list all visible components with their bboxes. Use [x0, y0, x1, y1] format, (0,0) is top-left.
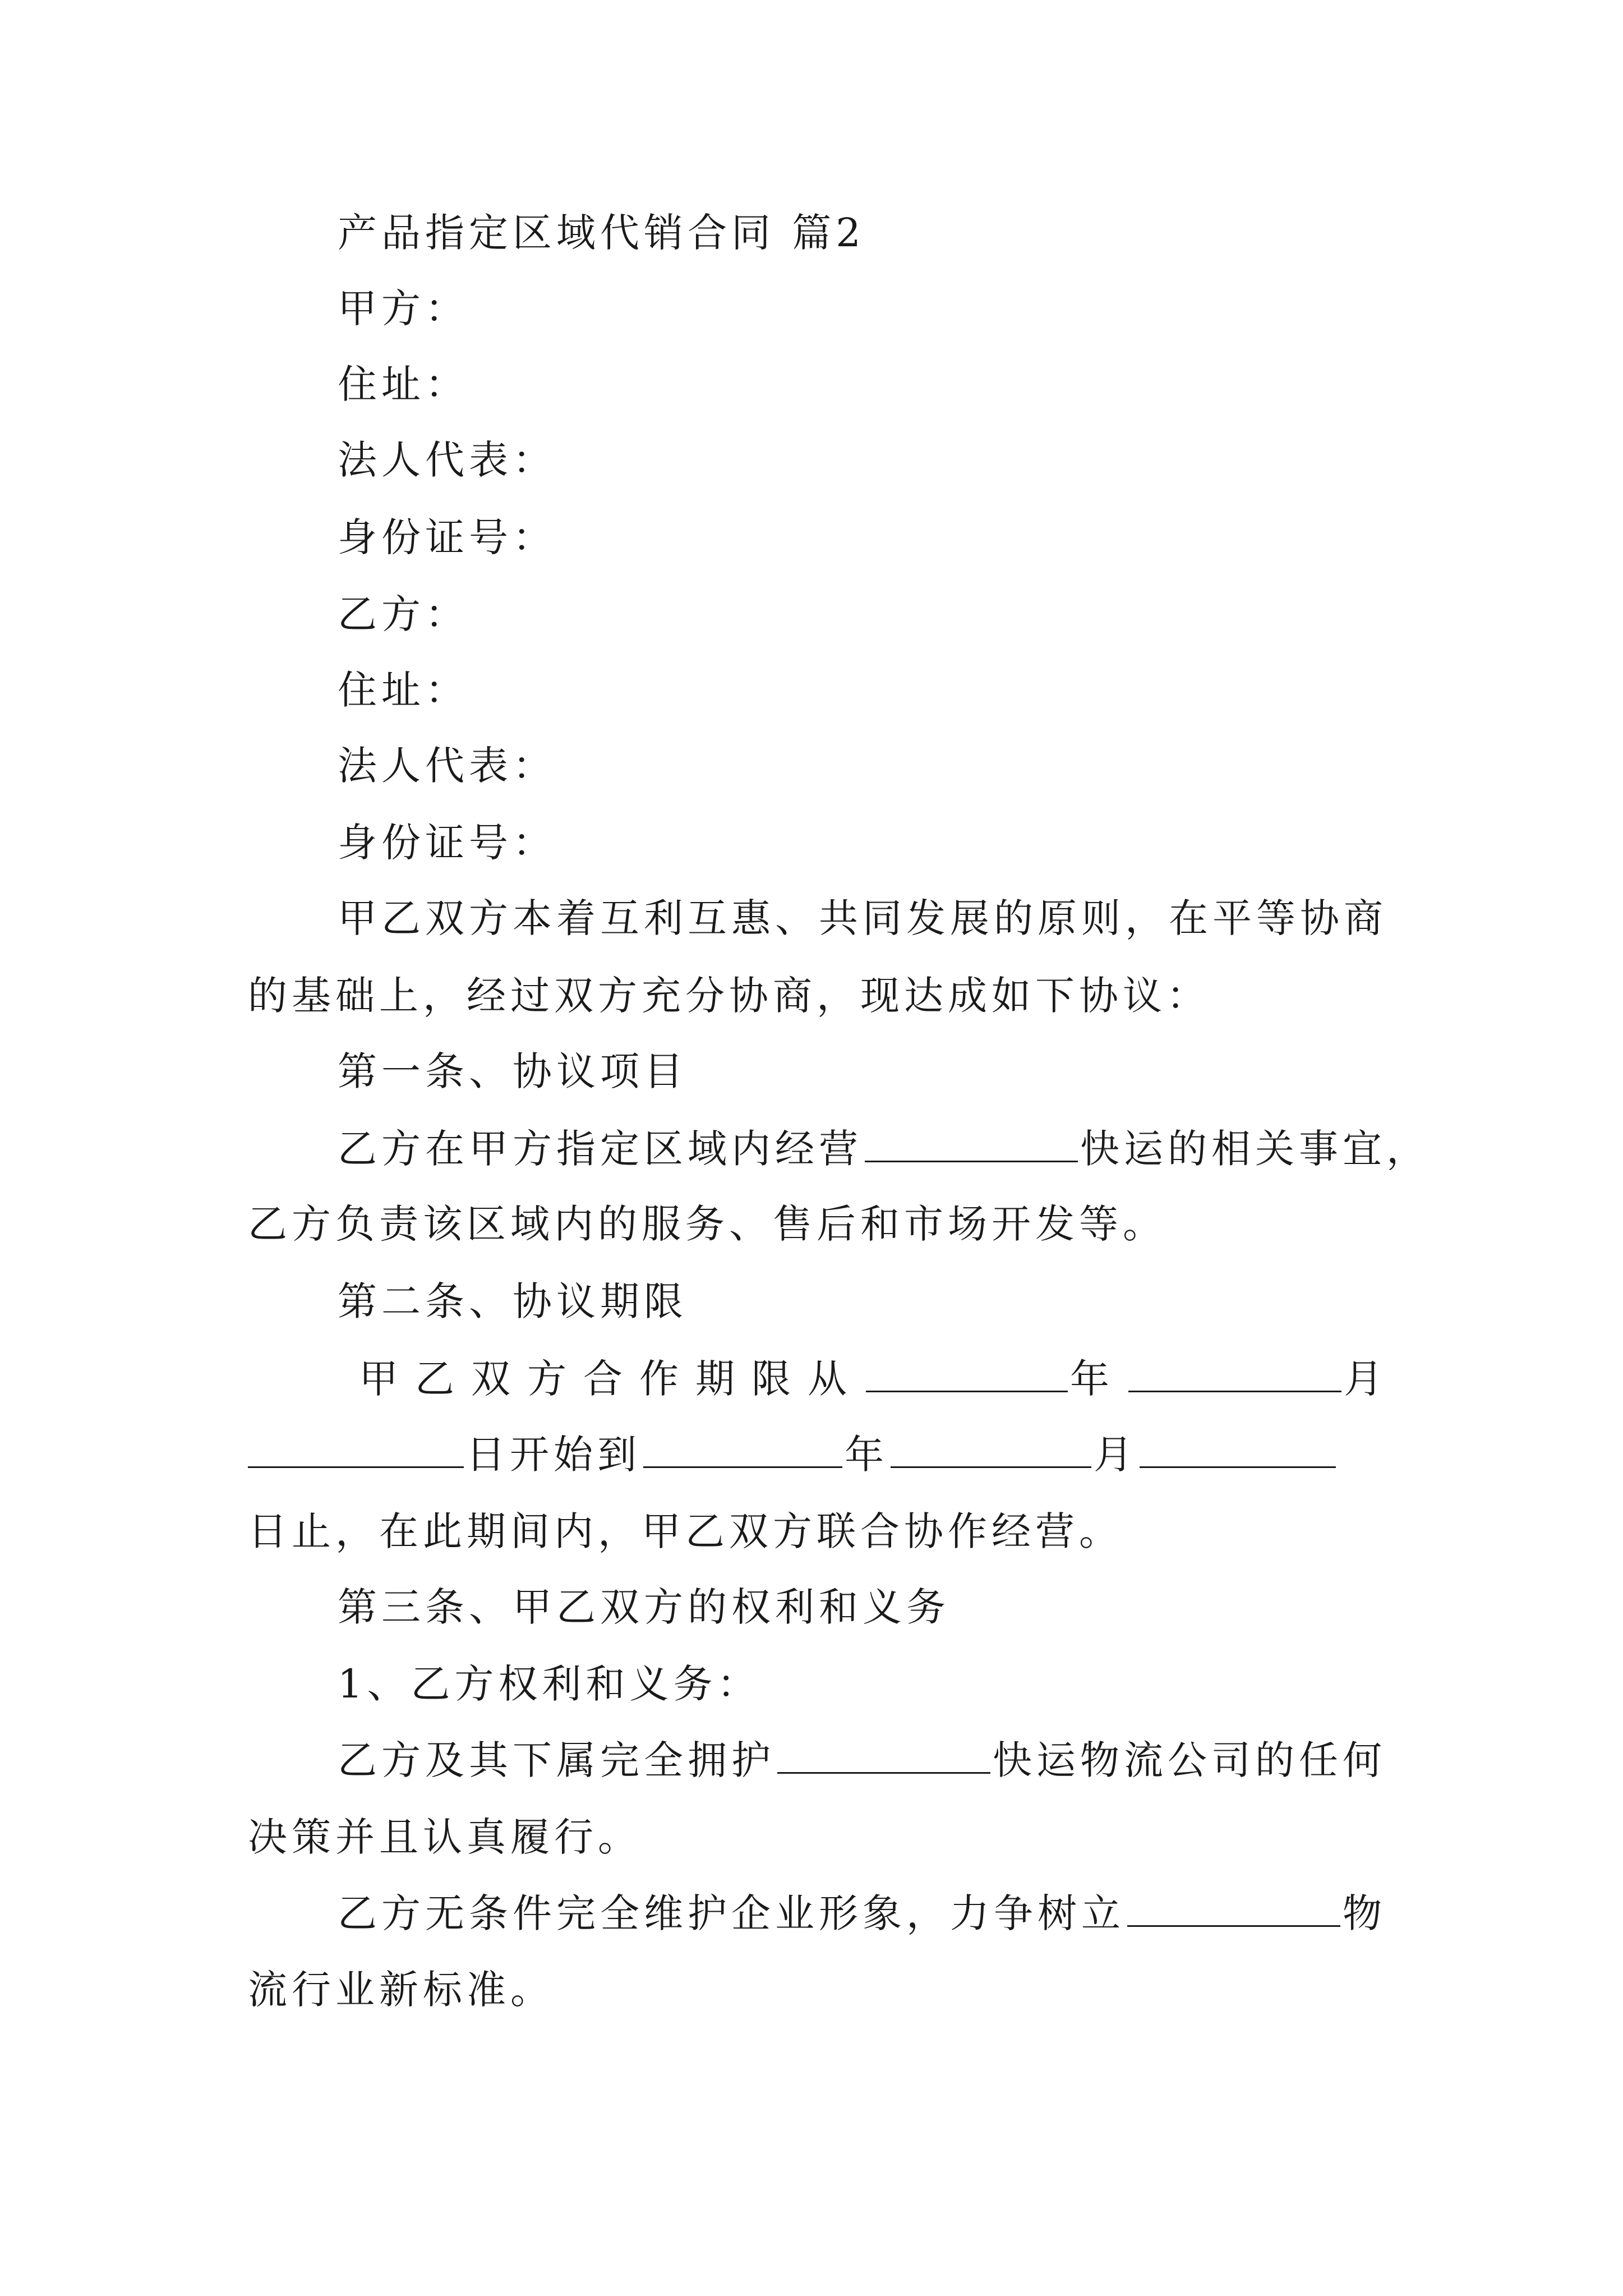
- blank-field: [866, 1356, 1068, 1392]
- party-b-address: 住址：: [338, 667, 469, 713]
- preamble-line-1: 甲乙双方本着互利互惠、共同发展的原则，在平等协商: [338, 895, 1387, 941]
- article3-para2-line-1: [0, 1890, 1623, 1936]
- article3-subheading-1: 1、乙方权利和义务：: [338, 1661, 761, 1707]
- party-a-legal-rep: 法人代表：: [338, 437, 556, 483]
- blank-field: [1140, 1432, 1336, 1468]
- article2-text-e: 年: [845, 1432, 888, 1478]
- party-b-id-number: 身份证号：: [338, 820, 556, 866]
- article3-para1-line-1: [0, 1737, 1623, 1783]
- blank-field: [865, 1126, 1078, 1162]
- article1-line-1: [0, 1126, 1623, 1171]
- article2-text-a: 甲乙双方合作期限从: [359, 1356, 864, 1402]
- party-a-label: 甲方：: [338, 286, 469, 332]
- party-a-id-number: 身份证号：: [338, 514, 556, 560]
- party-b-label: 乙方：: [338, 591, 469, 637]
- blank-field: [777, 1737, 990, 1774]
- article2-text-c: 月: [1344, 1356, 1400, 1402]
- article3-p1-after: 快运物流公司的任何: [993, 1737, 1386, 1783]
- article1-text-after: 快运的相关事宜，: [1080, 1126, 1430, 1172]
- article3-p2-after: 物: [1343, 1890, 1386, 1936]
- article1-heading: 第一条、协议项目: [338, 1048, 688, 1094]
- article3-p1-before: 乙方及其下属完全拥护: [338, 1737, 775, 1783]
- article2-text-f: 月: [1094, 1432, 1137, 1478]
- article3-para1-line-2: 决策并且认真履行。: [248, 1814, 642, 1860]
- blank-field: [1127, 1890, 1340, 1927]
- blank-field: [891, 1432, 1091, 1468]
- document-title: 产品指定区域代销合同 篇2: [338, 210, 865, 256]
- article2-line-3: 日止，在此期间内，甲乙双方联合协作经营。: [248, 1508, 1123, 1554]
- blank-field: [1128, 1356, 1341, 1392]
- article2-line-2: [0, 1432, 1623, 1477]
- article2-heading: 第二条、协议期限: [338, 1278, 688, 1324]
- article2-line-1: [0, 1356, 1623, 1401]
- article3-para2-line-2: 流行业新标准。: [248, 1967, 554, 2013]
- article1-text-before: 乙方在甲方指定区域内经营: [338, 1126, 863, 1172]
- party-b-legal-rep: 法人代表：: [338, 743, 556, 789]
- party-a-address: 住址：: [338, 361, 469, 407]
- article3-heading: 第三条、甲乙双方的权利和义务: [338, 1584, 950, 1630]
- blank-field: [248, 1432, 464, 1468]
- article2-text-d: 日开始到: [466, 1432, 641, 1478]
- article2-text-b: 年: [1070, 1356, 1126, 1402]
- preamble-line-2: 的基础上，经过双方充分协商，现达成如下协议：: [248, 973, 1210, 1019]
- article1-line-2: 乙方负责该区域内的服务、售后和市场开发等。: [248, 1201, 1166, 1247]
- article3-p2-before: 乙方无条件完全维护企业形象，力争树立: [338, 1890, 1125, 1936]
- blank-field: [643, 1432, 842, 1468]
